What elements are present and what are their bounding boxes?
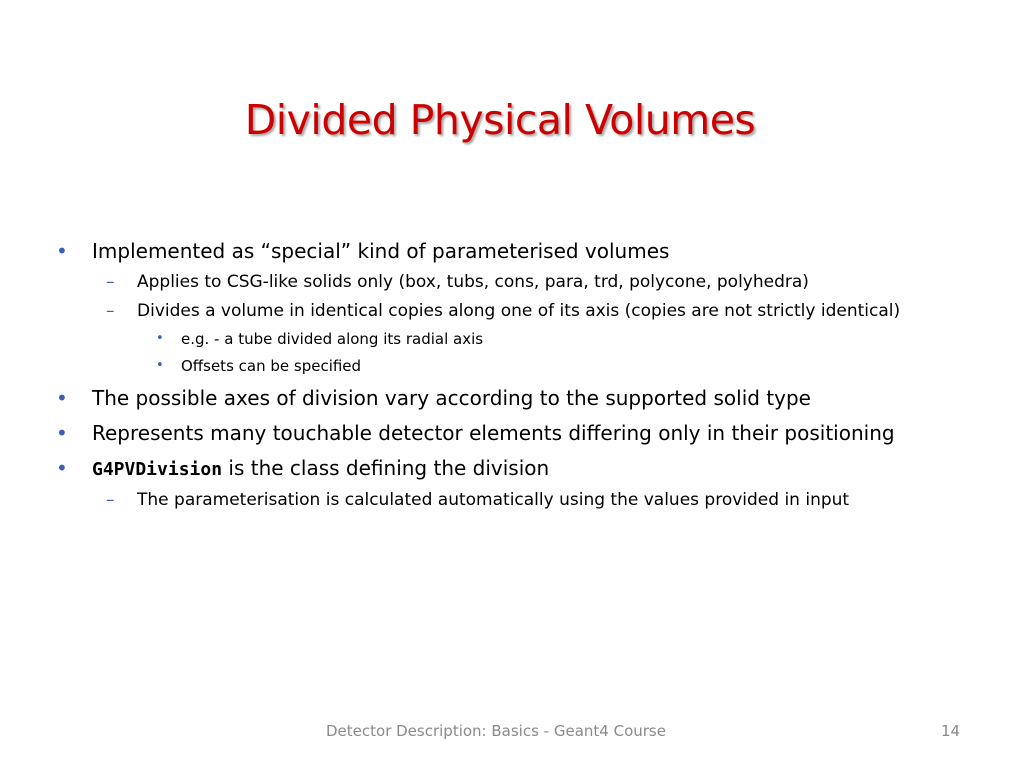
sub-sub-bullet-item	[48, 354, 978, 379]
sub-bullet-item	[48, 297, 978, 325]
bullet-dot-icon: •	[56, 456, 68, 480]
sub-bullet-item	[48, 268, 978, 296]
dash-icon: –	[106, 272, 115, 292]
dash-icon: –	[106, 301, 115, 321]
sub-sub-bullet-item	[48, 327, 978, 352]
bullet-item	[48, 383, 978, 414]
sub-sub-bullet-text: Offsets can be specified	[181, 357, 362, 375]
dash-icon: –	[106, 490, 115, 510]
sub-sub-bullet-text: e.g. - a tube divided along its radial axis	[181, 330, 484, 348]
bullet-dot-icon: •	[56, 239, 68, 263]
slide-title: Divided Physical Volumes	[244, 96, 756, 144]
bullet-dot-icon: •	[56, 386, 68, 410]
slide-body	[48, 232, 978, 514]
bullet-text: Implemented as “special” kind of parameterised volumes	[92, 239, 670, 263]
sub-bullet-item	[48, 486, 978, 514]
bullet-text: Represents many touchable detector elements differing only in their positioning	[92, 421, 895, 445]
bullet-item	[48, 236, 978, 267]
slide-footer: Detector Description: Basics - Geant4 Course	[326, 722, 666, 740]
bullet-dot-icon: •	[156, 358, 164, 373]
bullet-text: The possible axes of division vary according to the supported solid type	[92, 386, 811, 410]
class-name-code: G4PVDivision	[92, 459, 223, 480]
bullet-item	[48, 418, 978, 449]
bullet-dot-icon: •	[156, 331, 164, 346]
sub-bullet-text: The parameterisation is calculated automatically using the values provided in input	[137, 490, 850, 510]
page-number: 14	[941, 722, 961, 740]
sub-bullet-text: Divides a volume in identical copies along one of its axis (copies are not strictly identical)	[137, 301, 901, 321]
sub-bullet-text: Applies to CSG-like solids only (box, tubs, cons, para, trd, polycone, polyhedra)	[137, 272, 809, 292]
bullet-item	[48, 453, 978, 485]
bullet-dot-icon: •	[56, 421, 68, 445]
bullet-text: is the class defining the division	[222, 456, 550, 480]
